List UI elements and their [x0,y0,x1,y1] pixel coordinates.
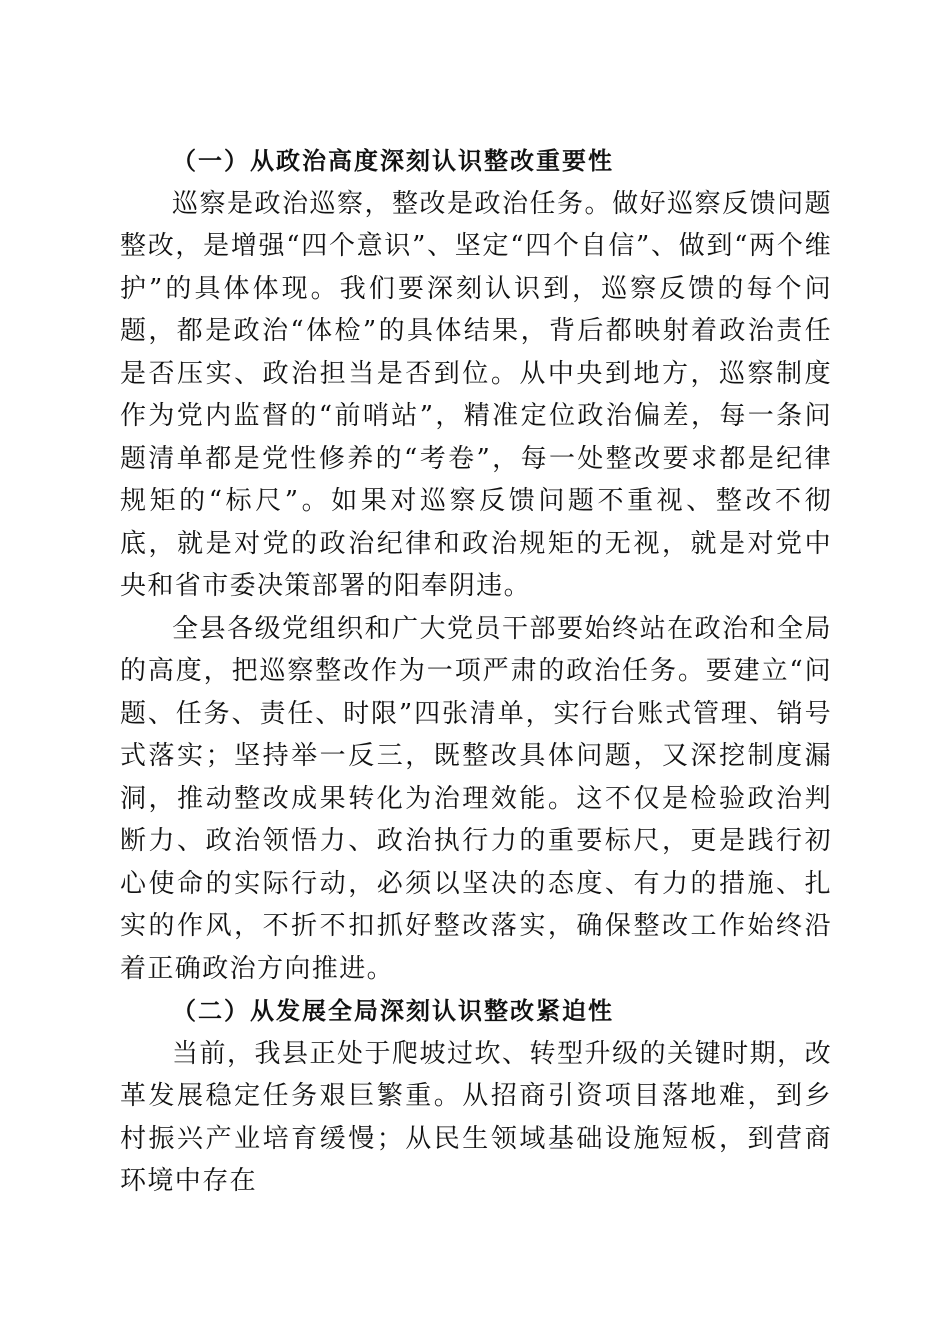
paragraph-2: 全县各级党组织和广大党员干部要始终站在政治和全局的高度，把巡察整改作为一项严肃的政治任务。要建立“问题、任务、责任、时限”四张清单，实行台账式管理、销号式落实；坚持举一反三，既整改具体问题，又深挖制度漏洞，推动整改成果转化为治理效能。这不仅是检验政治判断力、政治领悟力、政治执行力的重要标尺，更是践行初心使命的实际行动，必须以坚决的态度、有力的措施、扎实的作风，不折不扣抓好整改落实，确保整改工作始终沿着正确政治方向推进。 [120,613,832,984]
section-heading-2: （二）从发展全局深刻认识整改紧迫性 [172,997,614,1025]
section-heading-1: （一）从政治高度深刻认识整改重要性 [172,147,614,175]
paragraph-1: 巡察是政治巡察，整改是政治任务。做好巡察反馈问题整改，是增强“四个意识”、坚定“四个自信”、做到“两个维护”的具体体现。我们要深刻认识到，巡察反馈的每个问题，都是政治“体检”的具体结果，背后都映射着政治责任是否压实、政治担当是否到位。从中央到地方，巡察制度作为党内监督的“前哨站”，精准定位政治偏差，每一条问题清单都是党性修养的“考卷”，每一处整改要求都是纪律规矩的“标尺”。如果对巡察反馈问题不重视、整改不彻底，就是对党的政治纪律和政治规矩的无视，就是对党中央和省市委决策部署的阳奉阴违。 [120,188,832,601]
paragraph-3: 当前，我县正处于爬坡过坎、转型升级的关键时期，改革发展稳定任务艰巨繁重。从招商引资项目落地难，到乡村振兴产业培育缓慢；从民生领域基础设施短板，到营商环境中存在 [120,1038,832,1196]
document-body [120,140,832,1203]
